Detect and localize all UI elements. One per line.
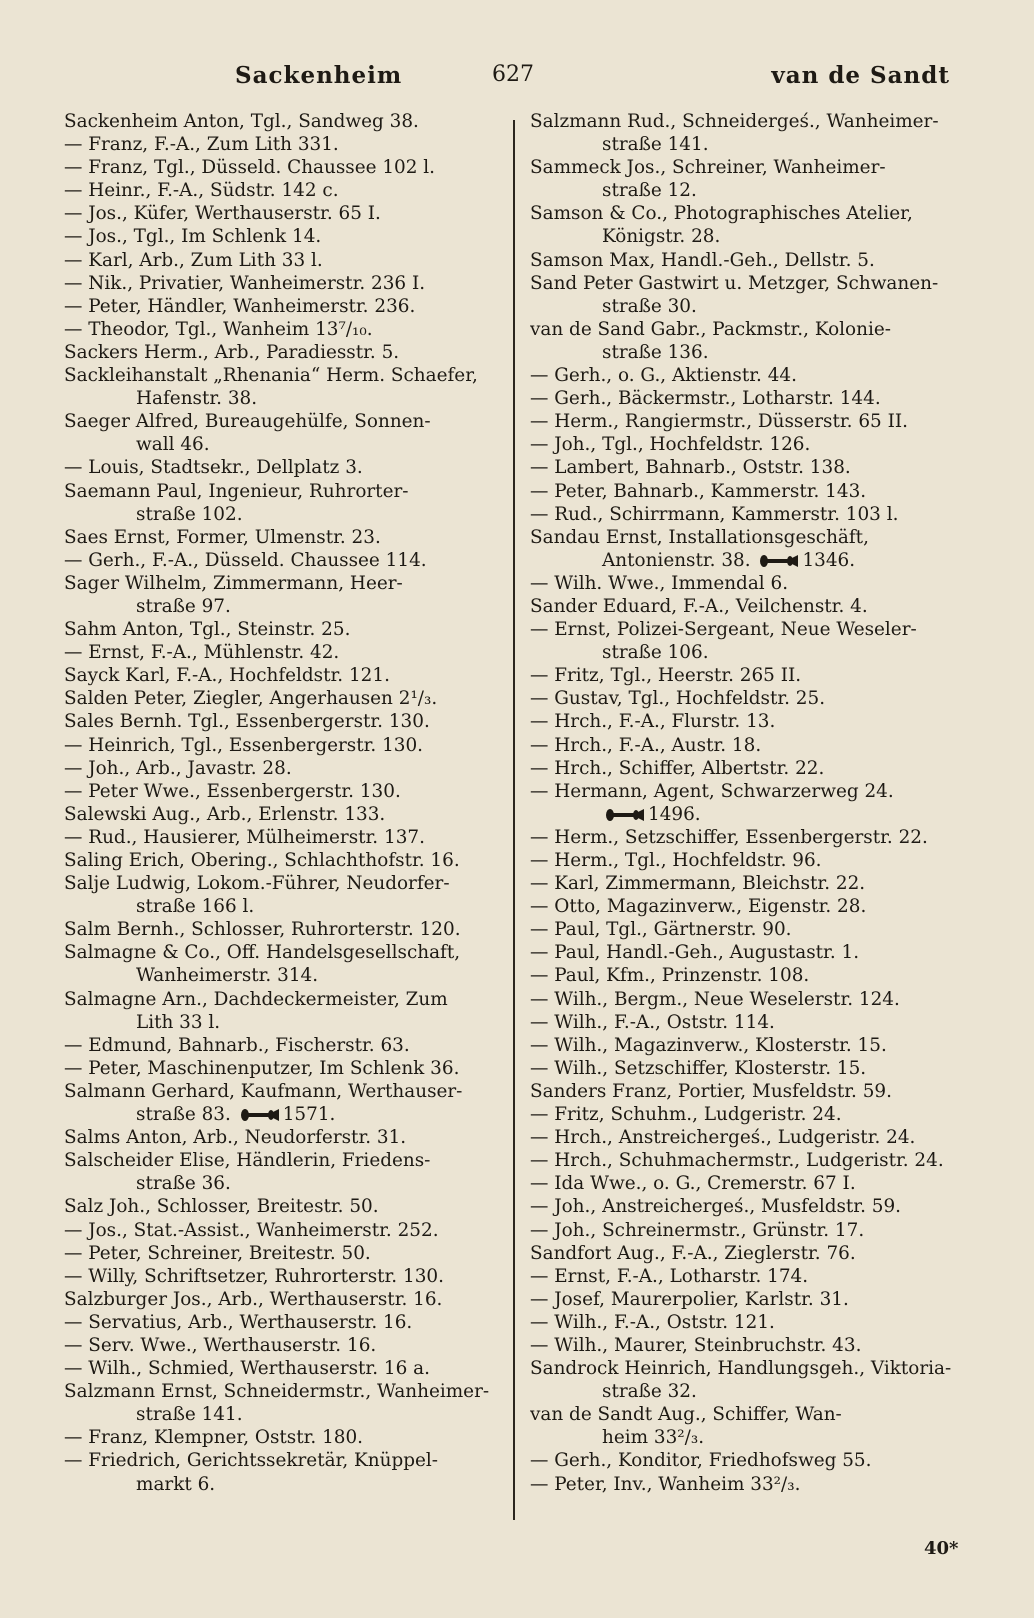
directory-entry	[530, 133, 960, 156]
entry-text: Sanders Franz, Portier, Musfeldstr. 59.	[530, 1080, 892, 1102]
directory-entry	[530, 1473, 960, 1496]
entry-text: — Ernst, F.-A., Mühlenstr. 42.	[64, 642, 340, 664]
directory-entry	[530, 664, 960, 687]
entry-text: — Wilh. Wwe., Immendal 6.	[530, 572, 789, 594]
directory-entry	[64, 964, 500, 987]
telephone-icon	[759, 554, 799, 568]
directory-entry	[530, 1265, 960, 1288]
directory-entry	[64, 1011, 500, 1034]
directory-entry	[64, 526, 500, 549]
directory-entry	[530, 156, 960, 179]
directory-entry	[64, 433, 500, 456]
entry-text: — Hrch., Schuhmachermstr., Ludgeristr. 24.	[530, 1150, 944, 1172]
entry-text: — Wilh., Schmied, Werthauserstr. 16 a.	[64, 1358, 430, 1380]
entry-text: straße 32.	[602, 1381, 697, 1403]
directory-entry	[64, 803, 500, 826]
entry-text: Sand Peter Gastwirt u. Metzger, Schwanen-	[530, 272, 939, 294]
directory-entry	[530, 1172, 960, 1195]
telephone-number: 1346.	[802, 549, 856, 571]
page-number: 627	[492, 62, 534, 87]
entry-text: Saes Ernst, Former, Ulmenstr. 23.	[64, 526, 381, 548]
directory-entry	[530, 410, 960, 433]
directory-entry	[64, 1057, 500, 1080]
entry-text: Sammeck Jos., Schreiner, Wanheimer-	[530, 157, 886, 179]
entry-text: — Heinrich, Tgl., Essenbergerstr. 130.	[64, 734, 424, 756]
directory-entry	[64, 480, 500, 503]
directory-entry	[530, 1080, 960, 1103]
directory-entry	[530, 1357, 960, 1380]
entry-text: — Gerh., Konditor, Friedhofsweg 55.	[530, 1450, 872, 1472]
directory-entry	[530, 687, 960, 710]
directory-entry	[530, 341, 960, 364]
entry-text: straße 83.	[136, 1104, 231, 1126]
entry-text: van de Sandt Aug., Schiffer, Wan-	[530, 1404, 842, 1426]
entry-text: straße 106.	[602, 642, 709, 664]
entry-text: — Hrch., F.-A., Austr. 18.	[530, 734, 762, 756]
directory-entry	[64, 641, 500, 664]
directory-entry	[530, 918, 960, 941]
directory-entry	[64, 872, 500, 895]
entry-text: Salscheider Elise, Händlerin, Friedens-	[64, 1150, 431, 1172]
entry-text: Salzburger Jos., Arb., Werthauserstr. 16.	[64, 1288, 443, 1310]
entry-text: Salzmann Rud., Schneidergeś., Wanheimer-	[530, 111, 939, 132]
entry-text: — Hrch., Schiffer, Albertstr. 22.	[530, 757, 825, 779]
directory-entry	[64, 456, 500, 479]
entry-text: — Joh., Tgl., Hochfeldstr. 126.	[530, 434, 811, 456]
right-column	[530, 110, 960, 1496]
directory-entry	[64, 572, 500, 595]
directory-entry	[64, 202, 500, 225]
entry-text: — Wilh., Setzschiffer, Klosterstr. 15.	[530, 1057, 867, 1079]
directory-entry	[530, 549, 960, 572]
directory-entry	[64, 110, 500, 133]
directory-entry	[64, 318, 500, 341]
entry-text: — Wilh., F.-A., Oststr. 121.	[530, 1311, 775, 1333]
directory-entry	[530, 1057, 960, 1080]
directory-entry	[530, 480, 960, 503]
left-column	[64, 110, 500, 1496]
entry-text: — Rud., Hausierer, Mülheimerstr. 137.	[64, 826, 425, 848]
directory-entry	[530, 110, 960, 133]
directory-entry	[64, 1126, 500, 1149]
directory-entry	[530, 803, 960, 826]
entry-text: Sandau Ernst, Installationsgeschäft,	[530, 526, 869, 548]
entry-text: Sayck Karl, F.-A., Hochfeldstr. 121.	[64, 665, 390, 687]
entry-text: Salm Bernh., Schlosser, Ruhrorterstr. 120.	[64, 919, 461, 941]
directory-entry	[530, 1311, 960, 1334]
entry-text: Salewski Aug., Arb., Erlenstr. 133.	[64, 803, 386, 825]
entry-text: Samson & Co., Photographisches Atelier,	[530, 203, 913, 225]
entry-text: Salz Joh., Schlosser, Breitestr. 50.	[64, 1196, 379, 1218]
directory-entry	[530, 1403, 960, 1426]
entry-text: wall 46.	[136, 434, 210, 456]
entry-text: — Joh., Anstreichergeś., Musfeldstr. 59.	[530, 1196, 902, 1218]
entry-text: straße 30.	[602, 295, 697, 317]
directory-entry	[64, 1334, 500, 1357]
directory-entry	[64, 1195, 500, 1218]
telephone-icon	[605, 808, 645, 822]
column-divider	[513, 120, 515, 1520]
directory-entry	[530, 1449, 960, 1472]
directory-entry	[64, 133, 500, 156]
entry-text: — Karl, Zimmermann, Bleichstr. 22.	[530, 873, 866, 895]
entry-text: — Josef, Maurerpolier, Karlstr. 31.	[530, 1288, 849, 1310]
directory-entry	[64, 734, 500, 757]
directory-entry	[64, 687, 500, 710]
directory-entry	[64, 249, 500, 272]
directory-entry	[64, 387, 500, 410]
directory-entry	[530, 1149, 960, 1172]
directory-entry	[530, 179, 960, 202]
telephone-number: 1496.	[648, 803, 701, 825]
entry-text: — Ida Wwe., o. G., Cremerstr. 67 I.	[530, 1173, 856, 1195]
entry-text: — Karl, Arb., Zum Lith 33 l.	[64, 249, 323, 271]
entry-text: — Franz, F.-A., Zum Lith 331.	[64, 134, 339, 156]
directory-entry	[530, 895, 960, 918]
entry-text: Sandfort Aug., F.-A., Zieglerstr. 76.	[530, 1242, 856, 1264]
entry-text: straße 141.	[602, 134, 709, 156]
directory-entry	[530, 641, 960, 664]
directory-entry	[64, 156, 500, 179]
entry-text: straße 166 l.	[136, 896, 255, 918]
entry-text: — Hrch., F.-A., Flurstr. 13.	[530, 711, 776, 733]
entry-text: Salzmann Ernst, Schneidermstr., Wanheimer-	[64, 1381, 490, 1403]
entry-text: — Gustav, Tgl., Hochfeldstr. 25.	[530, 688, 826, 710]
entry-text: — Wilh., Maurer, Steinbruchstr. 43.	[530, 1334, 862, 1356]
entry-text: Sales Bernh. Tgl., Essenbergerstr. 130.	[64, 711, 430, 733]
entry-text: Hafenstr. 38.	[136, 388, 258, 410]
entry-text: — Wilh., F.-A., Oststr. 114.	[530, 1011, 775, 1033]
entry-text: — Nik., Privatier, Wanheimerstr. 236 I.	[64, 272, 426, 294]
directory-entry	[530, 826, 960, 849]
directory-entry	[64, 1473, 500, 1496]
directory-entry	[64, 341, 500, 364]
directory-entry	[64, 295, 500, 318]
directory-entry	[530, 780, 960, 803]
entry-text: — Jos., Stat.-Assist., Wanheimerstr. 252.	[64, 1219, 439, 1241]
entry-text: — Herm., Rangiermstr., Düsserstr. 65 II.	[530, 411, 908, 433]
directory-entry	[530, 757, 960, 780]
entry-text: — Peter, Händler, Wanheimerstr. 236.	[64, 295, 416, 317]
entry-text: straße 36.	[136, 1173, 231, 1195]
entry-text: straße 12.	[602, 180, 697, 202]
entry-text: — Herm., Setzschiffer, Essenbergerstr. 22.	[530, 826, 928, 848]
directory-entry	[64, 549, 500, 572]
directory-entry	[64, 225, 500, 248]
entry-text: — Peter, Maschinenputzer, Im Schlenk 36.	[64, 1057, 460, 1079]
directory-entry	[530, 872, 960, 895]
directory-entry	[64, 1426, 500, 1449]
entry-text: Sander Eduard, F.-A., Veilchenstr. 4.	[530, 595, 868, 617]
directory-entry	[64, 1034, 500, 1057]
directory-entry	[64, 364, 500, 387]
directory-entry	[64, 849, 500, 872]
entry-text: — Gerh., Bäckermstr., Lotharstr. 144.	[530, 388, 881, 410]
directory-entry	[64, 1311, 500, 1334]
entry-text: — Paul, Tgl., Gärtnerstr. 90.	[530, 919, 792, 941]
directory-entry	[530, 202, 960, 225]
directory-entry	[530, 618, 960, 641]
entry-text: — Hrch., Anstreichergeś., Ludgeristr. 24.	[530, 1127, 916, 1149]
directory-entry	[530, 225, 960, 248]
directory-entry	[530, 249, 960, 272]
directory-entry	[530, 710, 960, 733]
directory-entry	[530, 849, 960, 872]
directory-entry	[64, 826, 500, 849]
entry-text: Sackenheim Anton, Tgl., Sandweg 38.	[64, 111, 419, 132]
header-right-keyword: van de Sandt	[771, 62, 950, 89]
entry-text: Sahm Anton, Tgl., Steinstr. 25.	[64, 619, 351, 641]
entry-text: — Peter, Schreiner, Breitestr. 50.	[64, 1242, 371, 1264]
directory-entry	[64, 941, 500, 964]
entry-text: Salden Peter, Ziegler, Angerhausen 2¹/₃.	[64, 688, 438, 710]
entry-text: straße 141.	[136, 1404, 243, 1426]
directory-entry	[530, 503, 960, 526]
entry-text: Königstr. 28.	[602, 226, 721, 248]
directory-entry	[64, 272, 500, 295]
directory-entry	[64, 780, 500, 803]
directory-entry	[64, 1380, 500, 1403]
telephone-number: 1571.	[282, 1104, 336, 1126]
entry-text: Saemann Paul, Ingenieur, Ruhrorter-	[64, 480, 409, 502]
entry-text: straße 102.	[136, 503, 243, 525]
entry-text: — Joh., Arb., Javastr. 28.	[64, 757, 292, 779]
entry-text: — Franz, Tgl., Düsseld. Chaussee 102 l.	[64, 157, 436, 179]
entry-text: — Paul, Handl.-Geh., Augustastr. 1.	[530, 942, 860, 964]
entry-text: — Willy, Schriftsetzer, Ruhrorterstr. 130.	[64, 1265, 444, 1287]
entry-text: straße 136.	[602, 341, 709, 363]
entry-text: — Rud., Schirrmann, Kammerstr. 103 l.	[530, 503, 899, 525]
directory-entry	[64, 1242, 500, 1265]
directory-entry	[530, 1380, 960, 1403]
directory-entry	[530, 272, 960, 295]
directory-entry	[530, 1011, 960, 1034]
directory-entry	[64, 179, 500, 202]
directory-entry	[530, 1034, 960, 1057]
directory-entry	[530, 941, 960, 964]
entry-text: — Peter, Bahnarb., Kammerstr. 143.	[530, 480, 867, 502]
directory-entry	[64, 1403, 500, 1426]
entry-text: — Ernst, F.-A., Lotharstr. 174.	[530, 1265, 809, 1287]
directory-entry	[64, 595, 500, 618]
entry-text: markt 6.	[136, 1473, 216, 1495]
directory-entry	[64, 618, 500, 641]
entry-text: Sackleihanstalt „Rhenania“ Herm. Schaefer,	[64, 365, 478, 387]
header-left-keyword: Sackenheim	[235, 62, 403, 89]
entry-text: — Jos., Tgl., Im Schlenk 14.	[64, 226, 322, 248]
directory-entry	[64, 410, 500, 433]
entry-text: Samson Max, Handl.-Geh., Dellstr. 5.	[530, 249, 875, 271]
entry-text: Sandrock Heinrich, Handlungsgeh., Viktoria-	[530, 1358, 952, 1380]
directory-entry	[530, 1426, 960, 1449]
entry-text: — Fritz, Schuhm., Ludgeristr. 24.	[530, 1104, 842, 1126]
entry-text: Sackers Herm., Arb., Paradiesstr. 5.	[64, 341, 400, 363]
directory-entry	[530, 595, 960, 618]
running-header	[60, 62, 980, 102]
directory-entry	[530, 734, 960, 757]
directory-entry	[64, 1149, 500, 1172]
directory-entry	[530, 364, 960, 387]
directory-entry	[530, 433, 960, 456]
directory-entry	[530, 988, 960, 1011]
entry-text: — Hermann, Agent, Schwarzerweg 24.	[530, 780, 894, 802]
entry-text: — Franz, Klempner, Oststr. 180.	[64, 1427, 364, 1449]
entry-text: — Theodor, Tgl., Wanheim 13⁷/₁₀.	[64, 318, 373, 340]
directory-entry	[530, 1334, 960, 1357]
entry-text: — Gerh., o. G., Aktienstr. 44.	[530, 365, 797, 387]
directory-entry	[530, 387, 960, 410]
entry-text: — Ernst, Polizei-Sergeant, Neue Weseler-	[530, 619, 917, 641]
entry-text: Antonienstr. 38.	[602, 549, 751, 571]
directory-entry	[64, 710, 500, 733]
entry-text: — Louis, Stadtsekr., Dellplatz 3.	[64, 457, 363, 479]
entry-text: — Heinr., F.-A., Südstr. 142 c.	[64, 180, 339, 202]
entry-text: — Peter, Inv., Wanheim 33²/₃.	[530, 1473, 801, 1495]
entry-text: — Fritz, Tgl., Heerstr. 265 II.	[530, 665, 802, 687]
directory-entry	[530, 1195, 960, 1218]
sheet-signature: 40*	[924, 1538, 959, 1559]
directory-entry	[530, 1219, 960, 1242]
directory-entry	[530, 526, 960, 549]
entry-text: Sager Wilhelm, Zimmermann, Heer-	[64, 572, 403, 594]
entry-text: — Friedrich, Gerichtssekretär, Knüppel-	[64, 1450, 438, 1472]
directory-entry	[64, 1103, 500, 1126]
entry-text: — Paul, Kfm., Prinzenstr. 108.	[530, 965, 810, 987]
directory-entry	[530, 964, 960, 987]
entry-text: Saling Erich, Obering., Schlachthofstr. 16.	[64, 850, 460, 871]
entry-text: Salmagne Arn., Dachdeckermeister, Zum	[64, 988, 448, 1010]
directory-entry	[64, 664, 500, 687]
entry-text: Salms Anton, Arb., Neudorferstr. 31.	[64, 1127, 407, 1149]
entry-text: heim 33²/₃.	[602, 1427, 705, 1449]
directory-entry	[64, 503, 500, 526]
directory-entry	[64, 988, 500, 1011]
directory-entry	[64, 918, 500, 941]
entry-text: Saeger Alfred, Bureaugehülfe, Sonnen-	[64, 411, 431, 433]
directory-entry	[530, 1126, 960, 1149]
directory-entry	[530, 572, 960, 595]
directory-entry	[64, 757, 500, 780]
entry-text: Salmagne & Co., Off. Handelsgesellschaft,	[64, 942, 461, 964]
entry-text: Salje Ludwig, Lokom.-Führer, Neudorfer-	[64, 873, 450, 895]
entry-text: van de Sand Gabr., Packmstr., Kolonie-	[530, 318, 891, 340]
entry-text: — Peter Wwe., Essenbergerstr. 130.	[64, 780, 401, 802]
entry-text: — Jos., Küfer, Werthauserstr. 65 I.	[64, 203, 381, 225]
directory-entry	[530, 1242, 960, 1265]
directory-entry	[530, 318, 960, 341]
entry-text: Lith 33 l.	[136, 1011, 221, 1033]
directory-entry	[64, 1265, 500, 1288]
directory-entry	[64, 1172, 500, 1195]
directory-entry	[64, 1080, 500, 1103]
directory-entry	[64, 1288, 500, 1311]
directory-entry	[64, 1449, 500, 1472]
directory-entry	[530, 456, 960, 479]
entry-text: Wanheimerstr. 314.	[136, 965, 319, 987]
entry-text: — Edmund, Bahnarb., Fischerstr. 63.	[64, 1034, 410, 1056]
directory-entry	[64, 895, 500, 918]
entry-text: — Serv. Wwe., Werthauserstr. 16.	[64, 1334, 377, 1356]
entry-text: — Servatius, Arb., Werthauserstr. 16.	[64, 1311, 413, 1333]
entry-text: — Wilh., Bergm., Neue Weselerstr. 124.	[530, 988, 900, 1010]
entry-text: straße 97.	[136, 595, 231, 617]
directory-entry	[530, 1288, 960, 1311]
entry-text: — Otto, Magazinverw., Eigenstr. 28.	[530, 896, 867, 918]
entry-text: — Wilh., Magazinverw., Klosterstr. 15.	[530, 1034, 887, 1056]
directory-entry	[64, 1219, 500, 1242]
entry-text: — Joh., Schreinermstr., Grünstr. 17.	[530, 1219, 865, 1241]
telephone-icon	[240, 1108, 280, 1122]
directory-entry	[530, 1103, 960, 1126]
directory-entry	[64, 1357, 500, 1380]
entry-text: Salmann Gerhard, Kaufmann, Werthauser-	[64, 1080, 463, 1102]
entry-text: — Herm., Tgl., Hochfeldstr. 96.	[530, 850, 822, 871]
directory-entry	[530, 295, 960, 318]
entry-text: — Gerh., F.-A., Düsseld. Chaussee 114.	[64, 549, 427, 571]
entry-text: — Lambert, Bahnarb., Oststr. 138.	[530, 457, 851, 479]
